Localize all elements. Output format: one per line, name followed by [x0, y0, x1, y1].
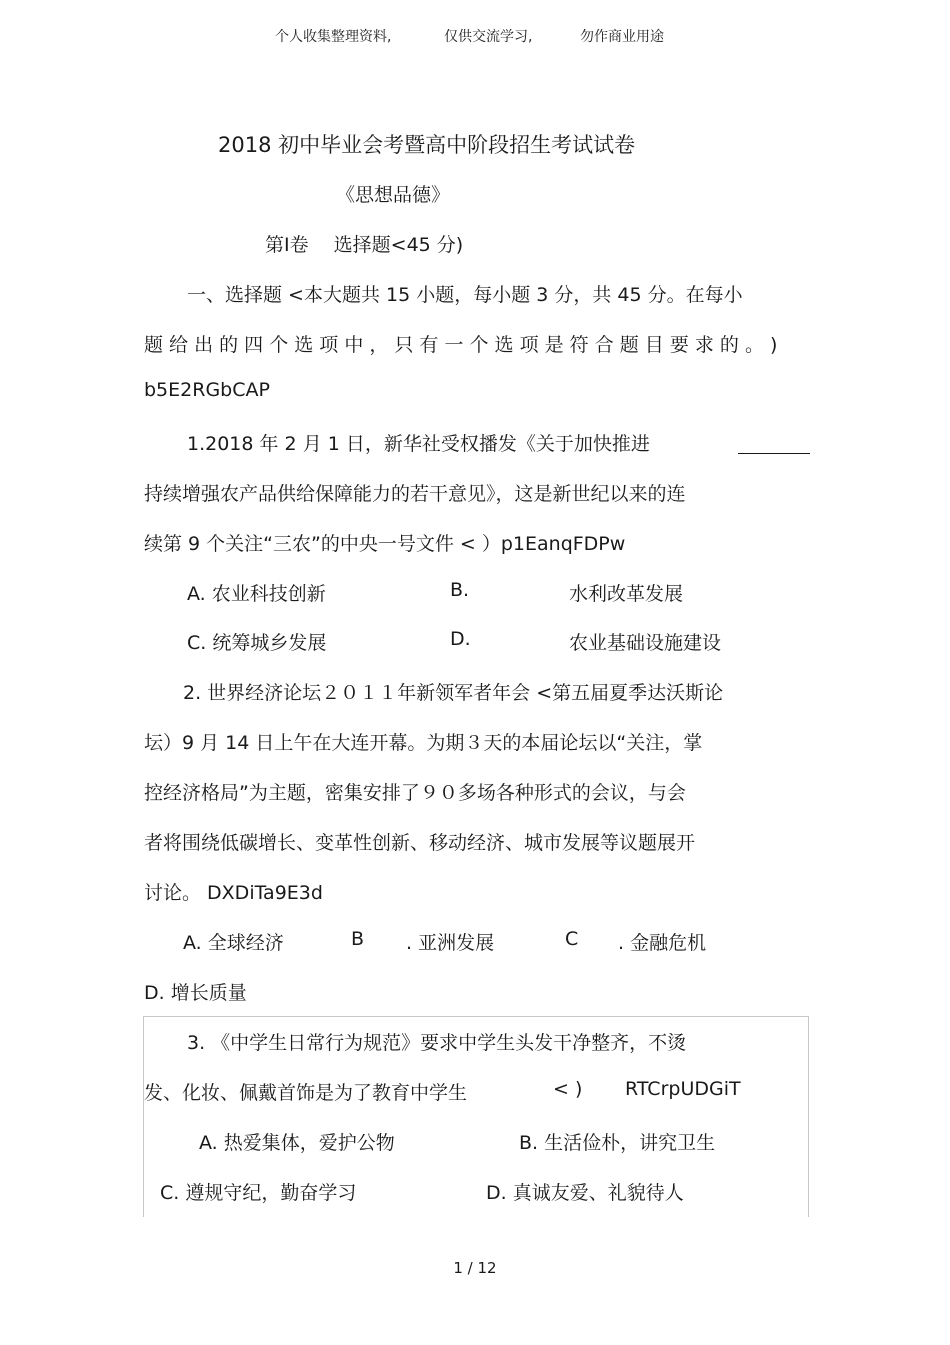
- q2-option-c-text: . 金融危机: [618, 932, 707, 954]
- q1-stem-line2: 持续增强农产品供给保障能力的若干意见》，这是新世纪以来的连: [144, 483, 686, 505]
- q1-stem-line3: 续第 9 个关注“三农”的中央一号文件 < ）p1EanqFDPw: [144, 533, 626, 555]
- q3-option-b: B. 生活俭朴，讲究卫生: [519, 1132, 716, 1154]
- section-instructions-code: b5E2RGbCAP: [144, 379, 270, 401]
- q1-option-b-text: 水利改革发展: [569, 583, 684, 605]
- q1-fill-blank: [738, 453, 810, 454]
- page-number: 1 / 12: [453, 1259, 497, 1277]
- section-instructions-line2: 题 给 出 的 四 个 选 项 中 ， 只 有 一 个 选 项 是 符 合 题 目 要 求 的 。 ): [144, 334, 778, 356]
- q2-option-c-letter: C: [565, 928, 579, 950]
- q2-stem-line3: 控经济格局”为主题，密集安排了９０多场各种形式的会议，与会: [144, 782, 686, 804]
- q1-option-c: C. 统筹城乡发展: [187, 632, 327, 654]
- q2-option-d: D. 增长质量: [144, 982, 247, 1004]
- q2-option-b-text: . 亚洲发展: [406, 932, 495, 954]
- q3-stem-line2: 发、化妆、佩戴首饰是为了教育中学生: [144, 1082, 468, 1104]
- q2-option-b-letter: B: [351, 928, 365, 950]
- q3-stem-code: RTCrpUDGiT: [625, 1078, 741, 1100]
- q3-option-a: A. 热爱集体，爱护公物: [199, 1132, 395, 1154]
- section-instructions-line1: 一、选择题 <本大题共 15 小题，每小题 3 分，共 45 分。在每小: [187, 284, 743, 306]
- q2-stem-line5: 讨论。 DXDiTa9E3d: [144, 882, 323, 904]
- q2-option-a: A. 全球经济: [183, 932, 284, 954]
- q3-option-d: D. 真诚友爱、礼貌待人: [486, 1182, 684, 1204]
- volume-title: 第Ⅰ卷 选择题<45 分): [265, 234, 464, 256]
- q2-stem-line1: 2. 世界经济论坛２０１１年新领军者年会 <第五届夏季达沃斯论: [183, 682, 724, 704]
- q3-option-c: C. 遵规守纪，勤奋学习: [160, 1182, 357, 1204]
- q1-option-b-letter: B.: [450, 579, 470, 601]
- q3-stem-line1: 3. 《中学生日常行为规范》要求中学生头发干净整齐，不烫: [187, 1032, 687, 1054]
- q1-option-d-letter: D.: [450, 628, 471, 650]
- header-note-personal: 个人收集整理资料,: [275, 29, 392, 45]
- q2-stem-line4: 者将围绕低碳增长、变革性创新、移动经济、城市发展等议题展开: [144, 832, 696, 854]
- subject-title: 《思想品德》: [336, 184, 451, 206]
- q1-option-a: A. 农业科技创新: [187, 583, 326, 605]
- q2-stem-line2: 坛）9 月 14 日上午在大连开幕。为期３天的本届论坛以“关注，掌: [144, 732, 703, 754]
- q1-stem-line1: 1.2018 年 2 月 1 日，新华社受权播发《关于加快推进: [187, 433, 650, 455]
- q1-option-d-text: 农业基础设施建设: [569, 632, 722, 654]
- header-note-study: 仅供交流学习,: [444, 29, 533, 45]
- exam-title: 2018 初中毕业会考暨高中阶段招生考试试卷: [218, 133, 636, 157]
- header-note-noncommercial: 勿作商业用途: [580, 29, 664, 45]
- q3-answer-paren: < ): [553, 1078, 583, 1100]
